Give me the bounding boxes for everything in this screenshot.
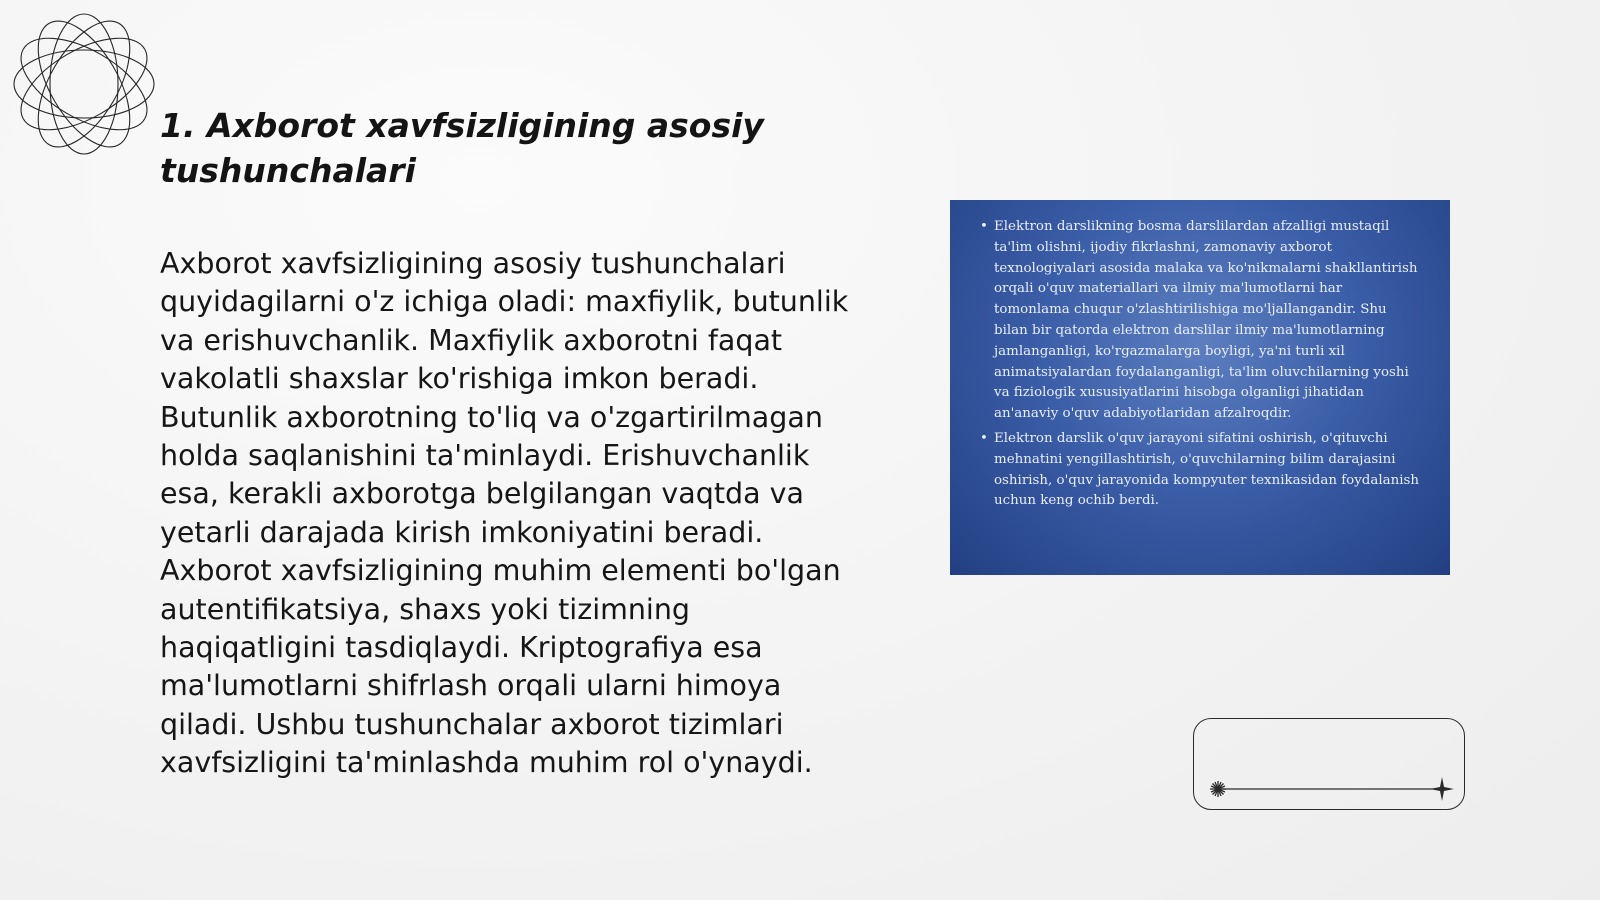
embedded-bullet-item	[980, 429, 1420, 512]
bullet-dot-icon: •	[980, 219, 988, 234]
decorative-frame-card	[1193, 718, 1465, 810]
slide-title: 1. Axborot xavfsizligining asosiy tushunchalari	[160, 106, 764, 190]
frame-card-line	[1194, 719, 1466, 811]
bullet-dot-icon: •	[980, 430, 988, 446]
embedded-bullet-text: Elektron darslikning bosma darslilardan afzalligi mustaqil ta'lim olishni, ijodiy fikrlashni, zamonaviy axborot texnologiyalari asosida malaka va ko'nikmalarni shakllantirish orqali o'quv materiallari va ilmiy ma'lumotlarni har tomonlama chuqur o'zlashtirilishiga mo'ljallangandir. Shu bilan bir qatorda elektron darslilar ilmiy ma'lumotlarning jamlanganligi, ko'rgazmalarga boyligi, ya'ni turli xil animatsiyalardan foydalanganligi, ta'lim oluvchilarning yoshi va fiziologik xususiyatlarini hisobga olganligi jihatidan an'anaviy o'quv adabiyotlaridan afzalroqdir.	[994, 219, 1418, 422]
sparkle-icon	[1430, 777, 1454, 801]
embedded-bullet-text: Elektron darslik o'quv jarayoni sifatini oshirish, o'qituvchi mehnatini yengillashtirish, o'quvchilarning bilim darajasini oshirish, o'quv jarayonida kompyuter texnikasidan foydalanish uchun keng ochib berdi.	[994, 430, 1420, 509]
starburst-icon	[1210, 781, 1226, 797]
embedded-slide-image	[950, 200, 1450, 575]
orbit-rings-icon	[10, 10, 158, 158]
embedded-bullet-list	[980, 217, 1420, 512]
slide-body-text: Axborot xavfsizligining asosiy tushunchalari quyidagilarni o'z ichiga oladi: maxfiylik, butunlik va erishuvchanlik. Maxfiylik axborotni faqat vakolatli shaxslar ko'rishiga imkon beradi. Butunlik axborotning to'liq va o'zgartirilmagan holda saqlanishini ta'minlaydi. Erishuvchanlik esa, kerakli axborotga belgilangan vaqtda va yetarli darajada kirish imkoniyatini beradi. Axborot xavfsizligining muhim elementi bo'lgan autentifikatsiya, shaxs yoki tizimning haqiqatligini tasdiqlaydi. Kriptografiya esa ma'lumotlarni shifrlash orqali ularni himoya qiladi. Ushbu tushunchalar axborot tizimlari xavfsizligini ta'minlashda muhim rol o'ynaydi.	[160, 247, 849, 780]
embedded-bullet-item	[980, 217, 1420, 425]
